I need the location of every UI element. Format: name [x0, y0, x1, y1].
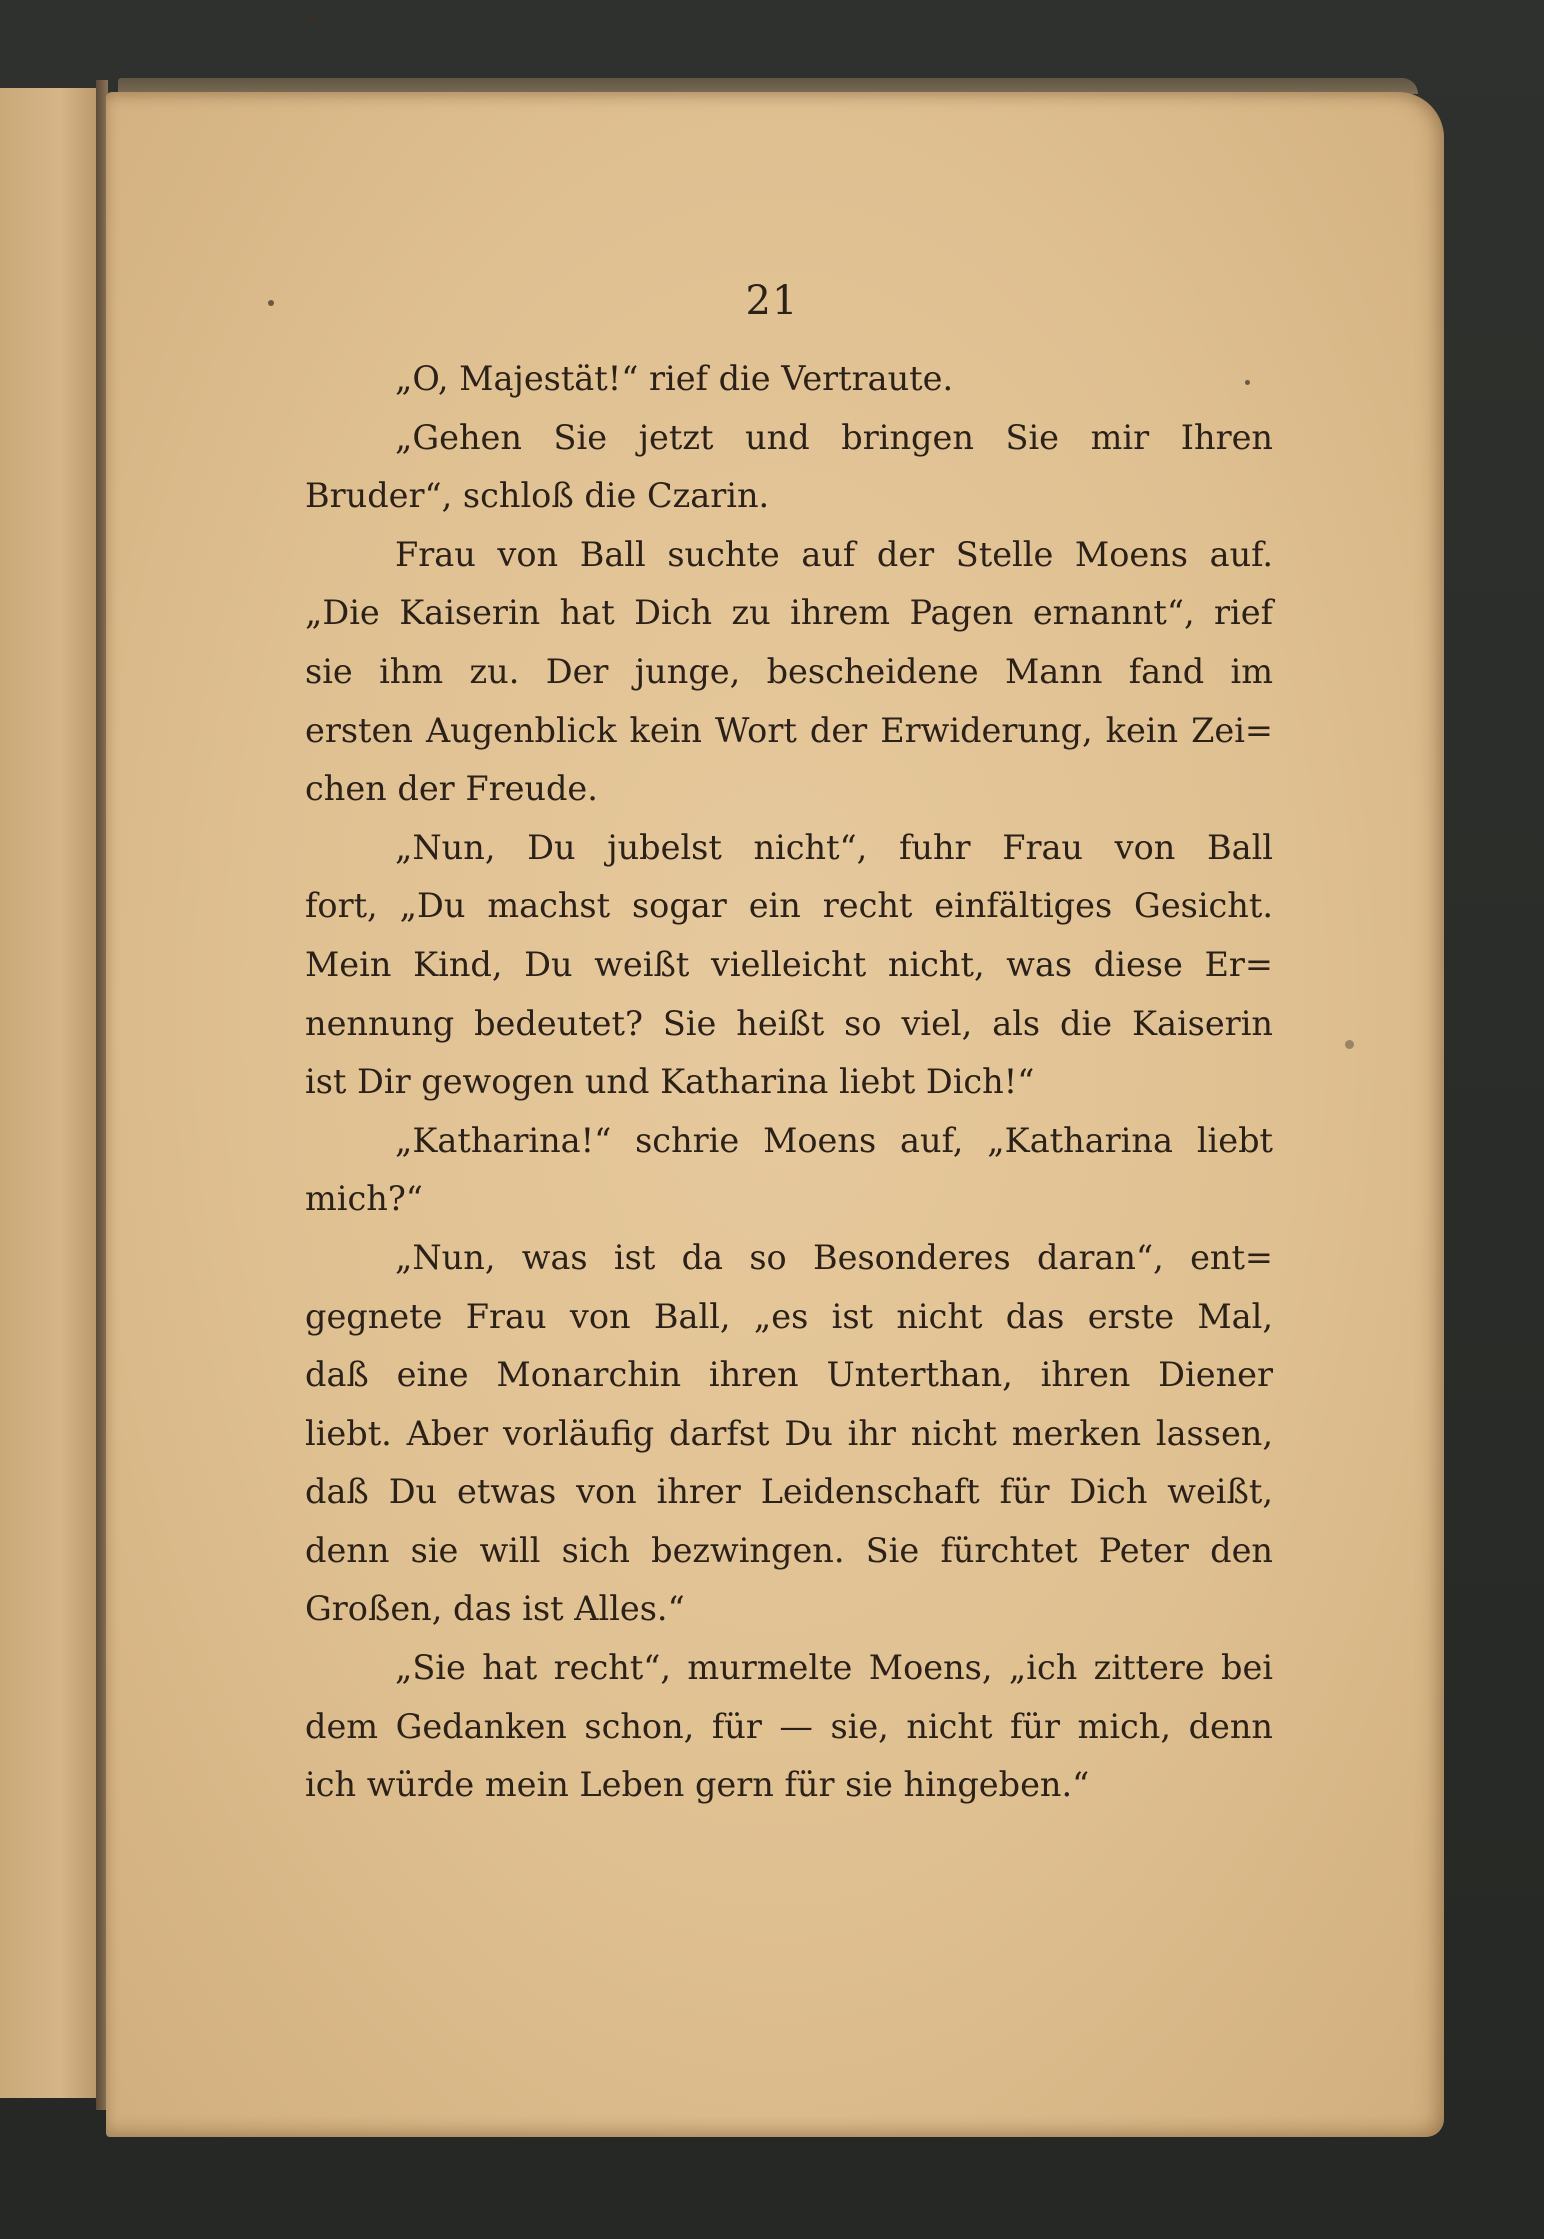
text-line: dem Gedanken schon, für — sie, nicht für mich, denn [305, 1706, 1273, 1746]
text-line: daß eine Monarchin ihren Unterthan, ihren Diener [305, 1355, 1273, 1395]
text-line: „O, Majestät!“ rief die Vertraute. [395, 359, 954, 398]
text-line: denn sie will sich bezwingen. Sie fürchtet Peter den [305, 1530, 1273, 1570]
text-line: fort, „Du machst sogar ein recht einfältiges Gesicht. [305, 886, 1273, 926]
text-line: sie ihm zu. Der junge, bescheidene Mann fand im [305, 651, 1273, 691]
text-line: „Gehen Sie jetzt und bringen Sie mir Ihren [395, 417, 1273, 457]
page-body-text [305, 350, 1273, 1815]
paper-speck [310, 14, 318, 22]
text-line: „Nun, Du jubelst nicht“, fuhr Frau von Ball [395, 827, 1273, 867]
page-number: 21 [745, 278, 799, 324]
paper-speck [1345, 1040, 1354, 1049]
text-line: Großen, das ist Alles.“ [305, 1589, 685, 1629]
text-line: liebt. Aber vorläufig darfst Du ihr nicht merken lassen, [305, 1413, 1273, 1453]
text-line: ersten Augenblick kein Wort der Erwiderung, kein Zei= [305, 710, 1273, 750]
text-line: ich würde mein Leben gern für sie hingeben.“ [305, 1765, 1090, 1805]
text-line: „Katharina!“ schrie Moens auf, „Katharina liebt [395, 1120, 1273, 1160]
previous-page-edge [0, 88, 103, 2098]
text-line: Mein Kind, Du weißt vielleicht nicht, was diese Er= [305, 944, 1273, 984]
text-line: Bruder“, schloß die Czarin. [305, 476, 770, 516]
text-line: Frau von Ball suchte auf der Stelle Moens auf. [395, 534, 1273, 574]
text-line: chen der Freude. [305, 769, 598, 809]
text-line: daß Du etwas von ihrer Leidenschaft für Dich weißt, [305, 1472, 1273, 1512]
text-line: mich?“ [305, 1179, 423, 1219]
text-line: „Sie hat recht“, murmelte Moens, „ich zittere bei [395, 1648, 1273, 1688]
text-line: ist Dir gewogen und Katharina liebt Dich!“ [305, 1062, 1035, 1102]
text-line: gegnete Frau von Ball, „es ist nicht das erste Mal, [305, 1296, 1273, 1336]
text-line: nennung bedeutet? Sie heißt so viel, als die Kaiserin [305, 1003, 1273, 1043]
text-line: „Die Kaiserin hat Dich zu ihrem Pagen ernannt“, rief [305, 593, 1273, 633]
text-line: „Nun, was ist da so Besonderes daran“, ent= [395, 1237, 1273, 1277]
